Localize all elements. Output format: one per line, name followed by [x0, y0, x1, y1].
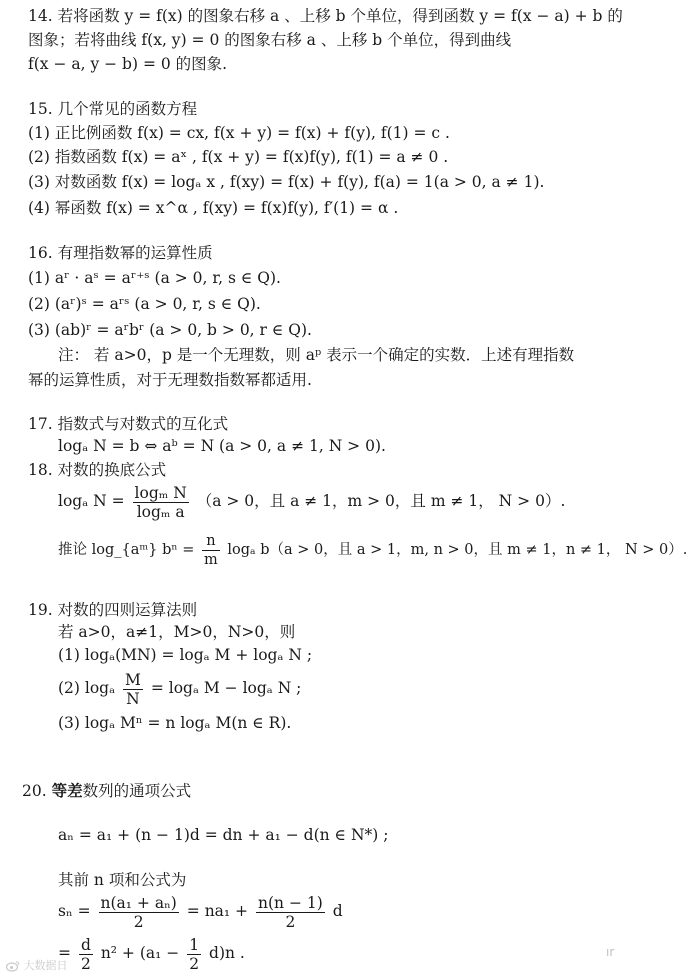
- sec20-line2-mid: n² + (a₁ −: [100, 944, 180, 962]
- sec18-title: 18. 对数的换底公式: [28, 461, 167, 479]
- sec15-item2: (2) 指数函数 f(x) = aˣ , f(x + y) = f(x)f(y), f(1) = a ≠ 0 .: [28, 148, 449, 166]
- sec20-sum-frac2-den: 2: [285, 912, 296, 931]
- sec20-sum-mid: = na₁ +: [186, 902, 249, 920]
- sec20-sum-frac2: [256, 894, 325, 931]
- sec18-condition: （a > 0，且 a ≠ 1，m > 0，且 m ≠ 1， N > 0）.: [196, 492, 566, 510]
- sec20-line2-pre: =: [58, 944, 71, 962]
- sec14-line1: 14. 若将函数 y = f(x) 的图象右移 a 、上移 b 个单位，得到函数 y = f(x − a) + b 的: [28, 7, 623, 25]
- sec20-line2-frac2-den: 2: [189, 954, 200, 973]
- sec20-sum-frac1-den: 2: [133, 912, 144, 931]
- sec20-sum-frac2-num: n(n − 1): [258, 893, 323, 912]
- sec19-title: 19. 对数的四则运算法则: [28, 601, 198, 619]
- sec18-corollary-den: m: [204, 551, 218, 568]
- sec16-item2: (2) (aʳ)ˢ = aʳˢ (a > 0, r, s ∈ Q).: [28, 295, 261, 313]
- sec20-sum-end: d: [332, 902, 343, 920]
- sec18-formula: [58, 481, 565, 521]
- sec18-corollary-num: n: [202, 532, 220, 551]
- sec20-sum-frac1: [99, 894, 179, 931]
- sec15-title: 15. 几个常见的函数方程: [28, 100, 198, 118]
- sec15-item4: (4) 幂函数 f(x) = x^α , f(xy) = f(x)f(y), f′(1) = α .: [28, 199, 399, 217]
- sec19-item1: (1) logₐ(MN) = logₐ M + logₐ N ;: [58, 646, 313, 664]
- sec19-item3: (3) logₐ Mⁿ = n logₐ M(n ∈ R).: [58, 714, 292, 732]
- sec18-corollary-fraction: [202, 532, 220, 569]
- sec15-item3: (3) 对数函数 f(x) = logₐ x , f(xy) = f(x) + f(y), f(a) = 1(a > 0, a ≠ 1).: [28, 173, 545, 191]
- sec17-formula: logₐ N = b ⇔ aᵇ = N (a > 0, a ≠ 1, N > 0).: [58, 437, 386, 455]
- sec20-sum-formula: [58, 890, 343, 932]
- sec19-item2-post: = logₐ M − logₐ N ;: [150, 679, 302, 697]
- sec20-line2-frac2: [187, 936, 201, 973]
- sec18-corollary: [58, 530, 687, 570]
- sec20-sum-formula-line2: [58, 932, 245, 974]
- sec17-title: 17. 指数式与对数式的互化式: [28, 415, 229, 433]
- sec20-title-rest: 数列的通项公式: [82, 782, 192, 800]
- weibo-like-icon: [6, 961, 20, 972]
- sec18-corollary-rhs: logₐ b（a > 0，且 a > 1，m, n > 0，且 m ≠ 1，n ≠ 1， N > 0）.: [227, 542, 687, 558]
- sec20-sum-frac1-num: n(a₁ + aₙ): [100, 893, 177, 912]
- sec20-sum-label: 其前 n 项和公式为: [58, 871, 187, 889]
- sec16-note-line2: 幂的运算性质，对于无理数指数幂都适用.: [28, 371, 312, 389]
- sec19-item2-pre: (2) logₐ: [58, 679, 116, 697]
- sec20-title-bold: 等差: [51, 781, 83, 800]
- sec18-lhs: logₐ N =: [58, 492, 125, 510]
- sec14-line3: f(x − a, y − b) = 0 的图象.: [28, 55, 228, 73]
- sec19-item2: [58, 668, 301, 708]
- sec20-line2-frac1: [79, 936, 93, 973]
- sec20-formula1: aₙ = a₁ + (n − 1)d = dn + a₁ − d(n ∈ N*) ;: [58, 826, 389, 844]
- sec20-line2-frac1-num: d: [80, 935, 91, 954]
- sec18-corollary-label: 推论: [58, 542, 87, 558]
- edge-mark: ır: [606, 945, 615, 959]
- sec20-line2-frac1-den: 2: [80, 954, 91, 973]
- sec19-item2-den: N: [126, 689, 140, 708]
- sec15-item1: (1) 正比例函数 f(x) = cx, f(x + y) = f(x) + f(y), f(1) = c .: [28, 124, 450, 142]
- sec19-condition: 若 a>0，a≠1，M>0，N>0，则: [58, 623, 296, 641]
- sec14-line2: 图象；若将曲线 f(x, y) = 0 的图象右移 a 、上移 b 个单位，得到曲线: [28, 31, 512, 49]
- sec16-note-line1: 注： 若 a>0，p 是一个无理数，则 aᵖ 表示一个确定的实数．上述有理指数: [58, 346, 575, 364]
- sec16-item3: (3) (ab)ʳ = aʳbʳ (a > 0, b > 0, r ∈ Q).: [28, 321, 312, 339]
- sec19-item2-num: M: [125, 670, 141, 689]
- sec16-title: 16. 有理指数幂的运算性质: [28, 244, 213, 262]
- sec18-fraction: [133, 484, 189, 521]
- watermark-text: 大数据日: [23, 959, 68, 972]
- sec18-fraction-num: logₘ N: [134, 483, 187, 502]
- sec16-item1: (1) aʳ · aˢ = aʳ⁺ˢ (a > 0, r, s ∈ Q).: [28, 269, 281, 287]
- sec20-line2-end: d)n .: [209, 944, 245, 962]
- sec20-title: [22, 781, 191, 801]
- sec20-title-num: 20.: [22, 782, 52, 800]
- sec18-fraction-den: logₘ a: [136, 502, 185, 521]
- watermark: [6, 957, 68, 973]
- sec19-item2-fraction: [123, 671, 143, 708]
- sec18-corollary-lhs: log_{aᵐ} bⁿ =: [91, 542, 195, 558]
- sec20-line2-frac2-num: 1: [189, 935, 200, 954]
- sec20-sum-lhs: sₙ =: [58, 902, 91, 920]
